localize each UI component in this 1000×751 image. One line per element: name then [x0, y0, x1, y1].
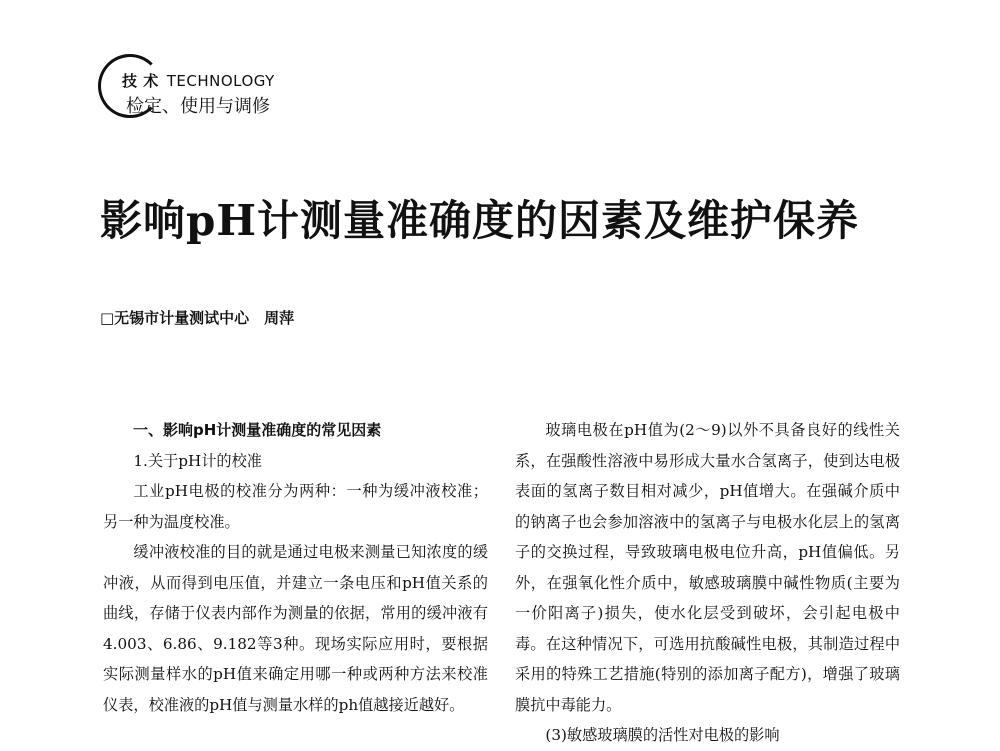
section-header — [98, 50, 418, 130]
author-line: □无锡市计量测试中心 周萍 — [100, 309, 295, 327]
article-title: 影响pH计测量准确度的因素及维护保养 — [100, 196, 860, 245]
subsection-heading: 1.关于pH计的校准 — [133, 451, 262, 470]
technology-label-cn: 技 术 — [122, 72, 159, 90]
section-name: 检定、使用与调修 — [126, 96, 270, 117]
paragraph: 缓冲液校准的目的就是通过电极来测量已知浓度的缓冲液，从而得到电压值，并建立一条电压和pH值关系的曲线，存储于仪表内部作为测量的依据，常用的缓冲液有4.003、6.86、9.182等3种。现场实际应用时，要根据实际测量样水的pH值来确定用哪一种或两种方法来校准仪表，校准液的pH值与测量水样的ph值越接近越好。 — [103, 543, 488, 714]
paragraph: 玻璃电极在pH值为(2～9)以外不具备良好的线性关系，在强酸性溶液中易形成大量水合氢离子，使到达电极表面的氢离子数目相对减少，pH值增大。在强碱介质中的钠离子也会参加溶液中的氢离子与电极水化层上的氢离子的交换过程，导致玻璃电极电位升高，pH值偏低。另外，在强氧化性介质中，敏感玻璃膜中碱性物质(主要为一价阳离子)损失，使水化层受到破坏，会引起电极中毒。在这种情况下，可选用抗酸碱性电极，其制造过程中采用的特殊工艺措施(特别的添加离子配方)，增强了玻璃膜抗中毒能力。 — [515, 421, 900, 714]
right-column — [515, 415, 900, 751]
paragraph: 工业pH电极的校准分为两种：一种为缓冲液校准；另一种为温度校准。 — [103, 482, 488, 531]
left-column — [103, 415, 488, 720]
technology-label — [122, 70, 275, 91]
section-heading: 一、影响pH计测量准确度的常见因素 — [133, 421, 382, 439]
subsection-heading: (3)敏感玻璃膜的活性对电极的影响 — [545, 726, 780, 744]
technology-label-en: TECHNOLOGY — [166, 72, 275, 90]
